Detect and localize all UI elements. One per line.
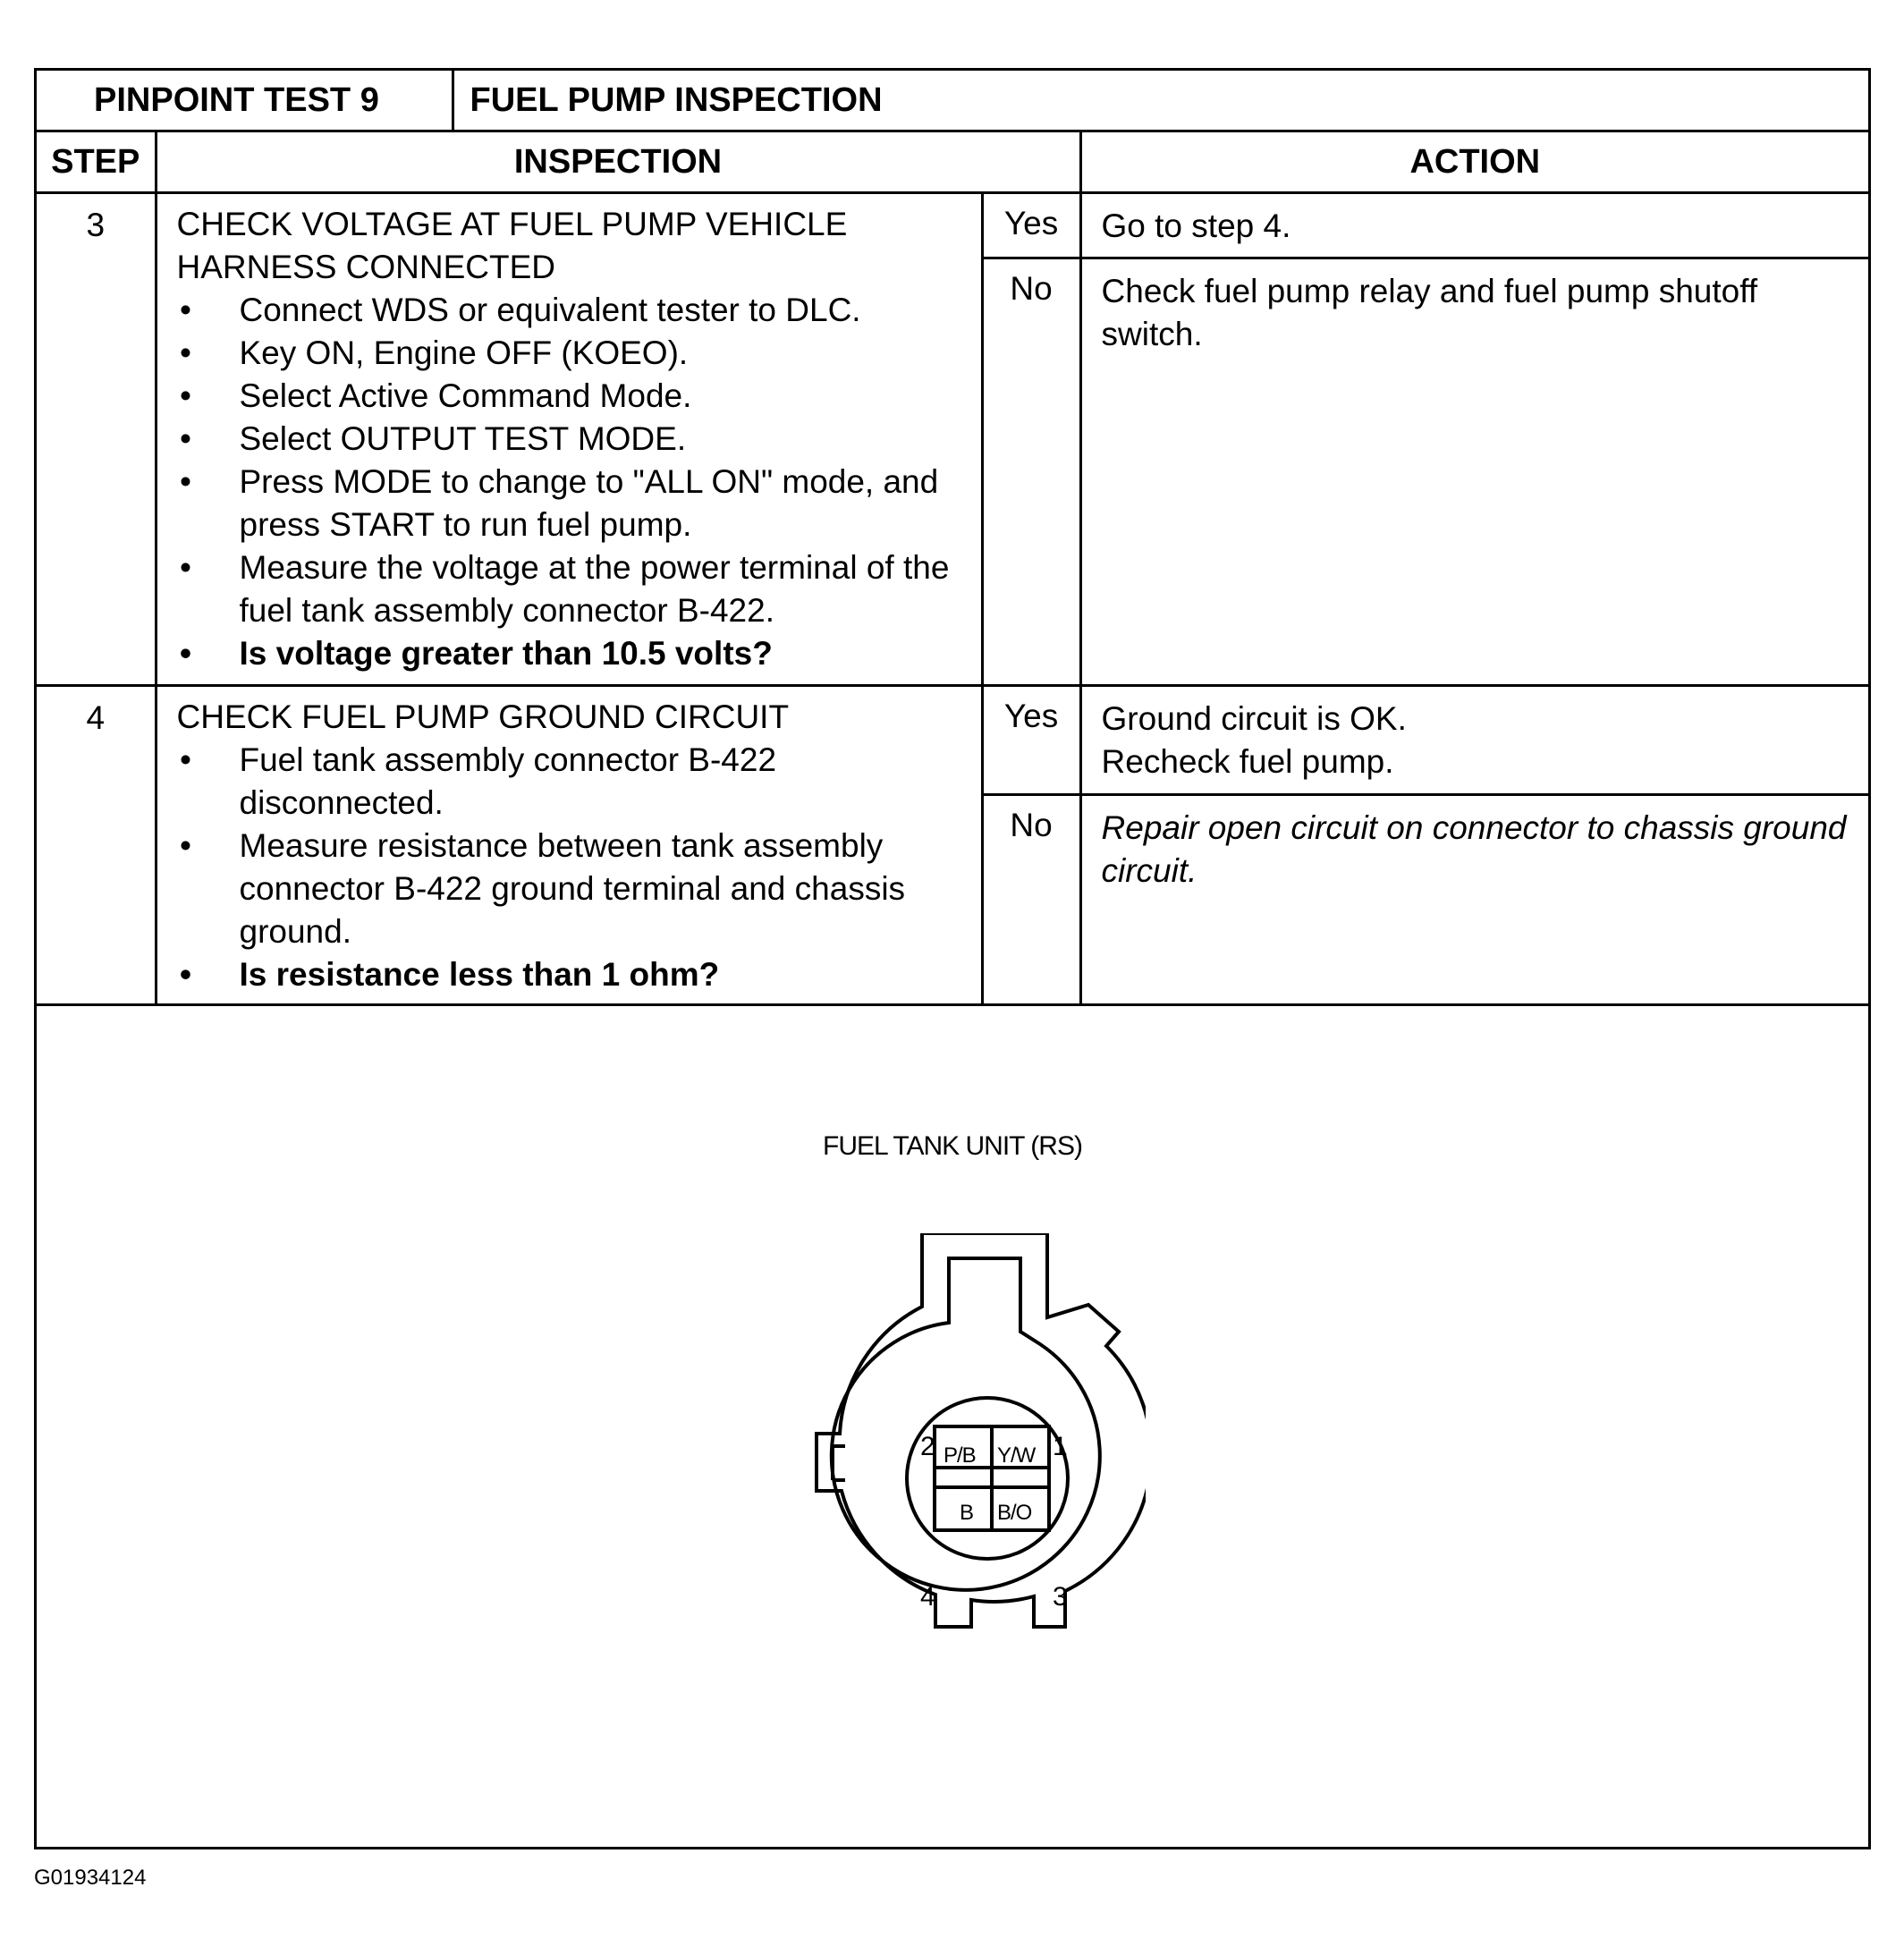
wire-color-label: B/O: [997, 1501, 1032, 1525]
pinpoint-test-frame: [34, 68, 1871, 1849]
column-header-inspection: INSPECTION: [156, 131, 1080, 193]
wire-color-label: Y/W: [997, 1443, 1036, 1468]
inspection-bullet: • Measure the voltage at the power terminal of the fuel tank assembly connector B-422.: [240, 546, 963, 632]
step-number: 4: [37, 686, 156, 1005]
inspection-list: [177, 739, 963, 996]
yes-action: [1080, 686, 1868, 795]
column-header-step: STEP: [37, 131, 156, 193]
connector-diagram: [806, 1233, 1146, 1698]
yes-action-line: Recheck fuel pump.: [1101, 743, 1394, 780]
terminal-face: [907, 1398, 1068, 1559]
inspection-list: [177, 289, 963, 675]
connector-inner-outline: [832, 1258, 1100, 1590]
step-inspection: [156, 193, 982, 686]
inspection-bullet: • Press MODE to change to "ALL ON" mode, and press START to run fuel pump.: [240, 461, 963, 546]
step-title: CHECK VOLTAGE AT FUEL PUMP VEHICLE: [176, 206, 848, 242]
pin-number-4: 4: [920, 1582, 935, 1612]
wire-color-label: P/B: [944, 1443, 976, 1468]
step-title: CHECK FUEL PUMP GROUND CIRCUIT: [176, 698, 790, 735]
inspection-bullet: • Connect WDS or equivalent tester to DLC.: [240, 289, 963, 332]
inspection-bullet: • Select Active Command Mode.: [240, 375, 963, 418]
diagram-caption: FUEL TANK UNIT (RS): [823, 1131, 1082, 1161]
step-number: 3: [37, 193, 156, 686]
pin-number-3: 3: [1053, 1582, 1068, 1612]
pinpoint-test-table: [37, 71, 1868, 1006]
no-action: Check fuel pump relay and fuel pump shutoff switch.: [1080, 258, 1868, 686]
inspection-bullet: • Measure resistance between tank assembly connector B-422 ground terminal and chassis ground.: [240, 825, 963, 953]
step-inspection: [156, 686, 982, 1005]
yes-action-line: Ground circuit is OK.: [1101, 700, 1407, 737]
no-action: Repair open circuit on connector to chassis ground circuit.: [1080, 795, 1868, 1005]
figure-id: G01934124: [34, 1866, 147, 1890]
column-header-action: ACTION: [1080, 131, 1868, 193]
no-label: No: [982, 795, 1080, 1005]
inspection-bullet: • Select OUTPUT TEST MODE.: [240, 418, 963, 461]
wire-color-label: B: [960, 1501, 975, 1525]
inspection-bullet: • Fuel tank assembly connector B-422 disconnected.: [240, 739, 963, 825]
pin-number-2: 2: [920, 1432, 935, 1461]
no-label: No: [982, 258, 1080, 686]
yes-label: Yes: [982, 686, 1080, 795]
step-title: HARNESS CONNECTED: [176, 249, 555, 285]
inspection-bullet: • Key ON, Engine OFF (KOEO).: [240, 332, 963, 375]
inspection-question: • Is resistance less than 1 ohm?: [240, 953, 963, 996]
pin-number-1: 1: [1053, 1432, 1068, 1461]
test-name: FUEL PUMP INSPECTION: [453, 71, 1868, 131]
yes-action: Go to step 4.: [1080, 193, 1868, 258]
inspection-question: • Is voltage greater than 10.5 volts?: [240, 632, 963, 675]
yes-label: Yes: [982, 193, 1080, 258]
test-label: PINPOINT TEST 9: [37, 71, 453, 131]
